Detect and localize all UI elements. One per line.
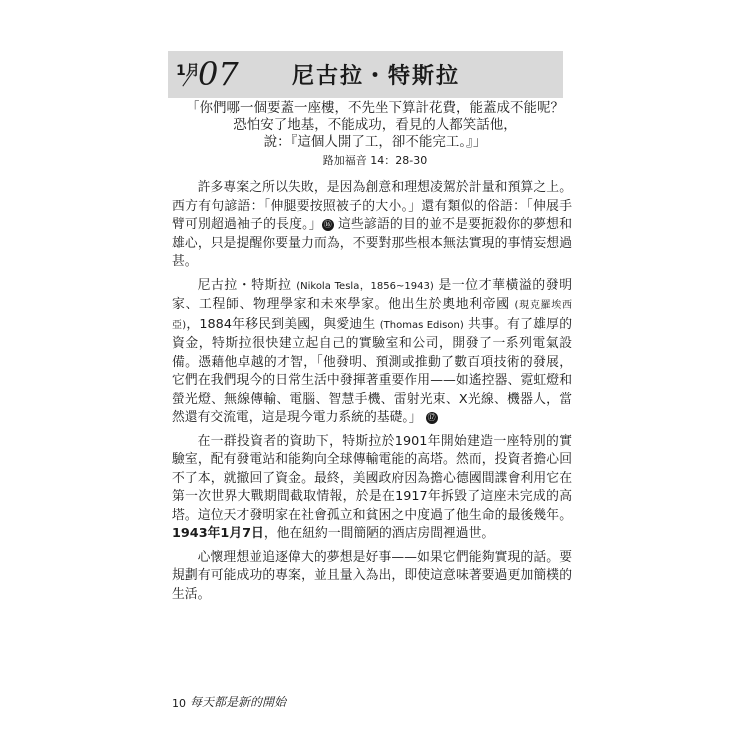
footnote-marker: ⑰ xyxy=(427,412,436,422)
text-run: 許多專案之所以失敗，是因為創意和理想凌駕於計量和預算之上。西方有句諺語：「伸腿要按照被子的大小。」還有類似的俗語：「伸展手臂可別超過袖子的長度。」 xyxy=(172,180,572,232)
quote-line: 說：『這個人開了工，卻不能完工。』」 xyxy=(263,134,487,150)
text-run: 共事。有了雄厚的資金，特斯拉很快建立起自己的實驗室和公司，開發了一系列電氣設備。憑藉他卓越的才智，「他發明、預測或推動了數百項技術的發展，它們在我們現今的日常生活中發揮著重要作用——如遙控器、霓虹燈和螢光燈、無線傳輸、電腦、智慧手機、雷射光束、X光線、機器人，當然還有交流電，這是現今電力系統的基礎。」 xyxy=(172,316,572,425)
paragraph xyxy=(172,433,572,544)
text-run: 在一群投資者的資助下，特斯拉於1901年開始建造一座特別的實驗室，配有發電站和能夠向全球傳輸電能的高塔。然而，投資者擔心回不了本，就撤回了資金。最終，美國政府因為擔心德國間諜會利用它在第一次世界大戰期間截取情報，於是在1917年拆毀了這座未完成的高塔。這位天才發明家在社會孤立和貧困之中度過了他生命的最後幾年。 xyxy=(172,433,572,523)
quote-line: 「你們哪一個要蓋一座樓，不先坐下算計花費，能蓋成不能呢？ xyxy=(186,100,564,116)
text-run: 這些諺語的目的並不是要扼殺你的夢想和雄心，只是提醒你要量力而為，不要對那些根本無法實現的事情妄想過甚。 xyxy=(172,217,572,269)
book-title-logo: 每天都是新的開始 xyxy=(190,695,287,709)
quote-line: 恐怕安了地基，不能成功，看見的人都笑話他， xyxy=(233,117,517,133)
date-day: 07 xyxy=(198,55,239,93)
text-run-small: (現克羅埃西亞) xyxy=(172,300,572,331)
text-run: 是一位才華橫溢的發明家、工程師、物理學家和未來學家。他出生於奧地利帝國 xyxy=(172,277,572,312)
quote-reference: 路加福音 14：28-30 xyxy=(322,154,428,167)
page-number: 10 xyxy=(172,697,186,710)
page-title: 尼古拉・特斯拉 xyxy=(292,64,461,89)
text-run: ，他在紐約一間簡陋的酒店房間裡過世。 xyxy=(263,526,495,541)
scripture-quote xyxy=(140,100,610,151)
date-month: 1月 xyxy=(176,63,200,79)
text-run-bold: 1943年1月7日 xyxy=(172,526,264,541)
text-run-small: (Thomas Edison) xyxy=(379,319,464,331)
text-run: ，1884年移民到美國，與愛迪生 xyxy=(186,316,380,332)
body-text xyxy=(172,179,572,609)
paragraph xyxy=(172,277,572,428)
footnote-marker: ⑯ xyxy=(323,219,332,229)
paragraph xyxy=(172,179,572,272)
paragraph: 心懷理想並追逐偉大的夢想是好事——如果它們能夠實現的話。要規劃有可能成功的專案，並且量入為出，即使這意味著要過更加簡樸的生活。 xyxy=(172,549,572,602)
text-run: 尼古拉・特斯拉 xyxy=(197,277,297,293)
text-run-small: (Nikola Tesla，1856~1943) xyxy=(296,280,434,292)
